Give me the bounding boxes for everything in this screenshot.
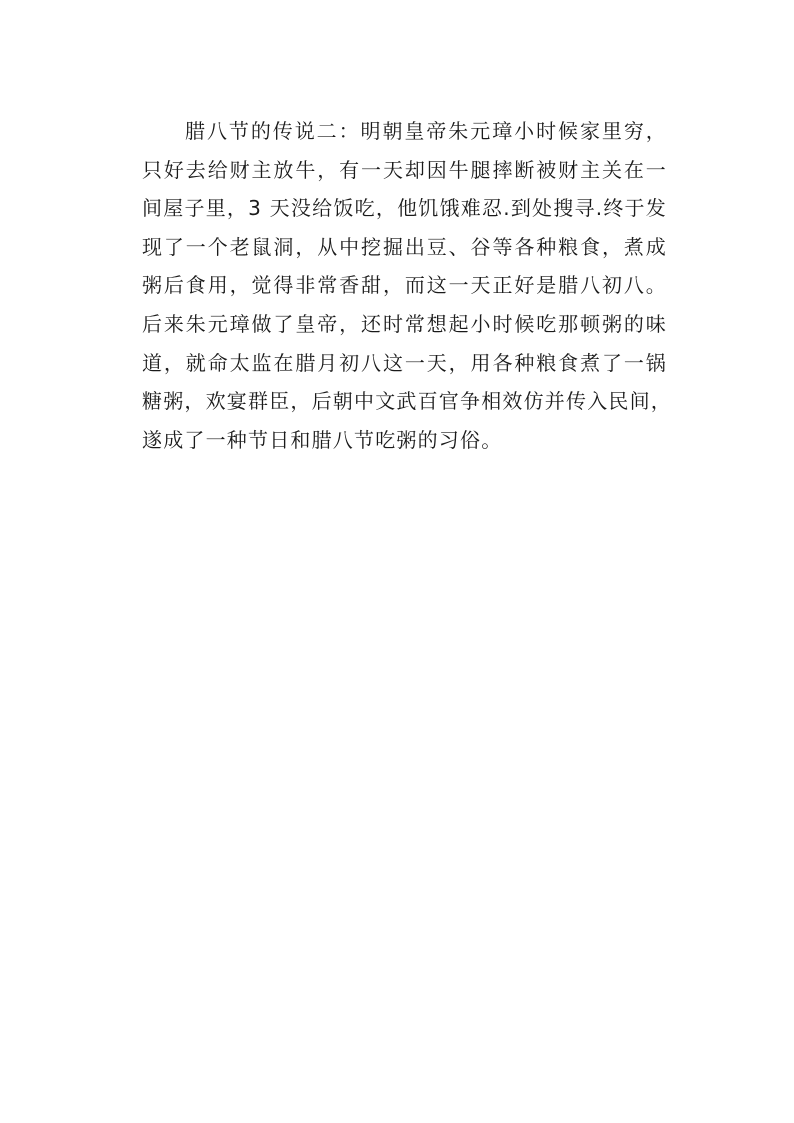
paragraph-line: 腊八节的传说二：明朝皇帝朱元璋小时候家里穷， — [185, 119, 667, 143]
paragraph-line: 遂成了一种节日和腊八节吃粥的习俗。 — [142, 427, 503, 452]
paragraph-line: 糖粥，欢宴群臣，后朝中文武百官争相效仿并传入民间， — [142, 389, 672, 414]
paragraph-line: 后来朱元璋做了皇帝，还时常想起小时候吃那顿粥的味 — [142, 311, 667, 336]
paragraph-line: 粥后食用，觉得非常香甜，而这一天正好是腊八初八。 — [142, 273, 667, 298]
paragraph-line: 现了一个老鼠洞，从中挖掘出豆、谷等各种粮食，煮成 — [142, 234, 667, 259]
paragraph-line: 道，就命太监在腊月初八这一天，用各种粮食煮了一锅 — [142, 350, 667, 375]
paragraph-line: 只好去给财主放牛，有一天却因牛腿摔断被财主关在一 — [142, 157, 667, 182]
paragraph — [142, 112, 672, 459]
paragraph-line: 间屋子里，3 天没给饭吃，他饥饿难忍.到处搜寻.终于发 — [142, 196, 667, 221]
